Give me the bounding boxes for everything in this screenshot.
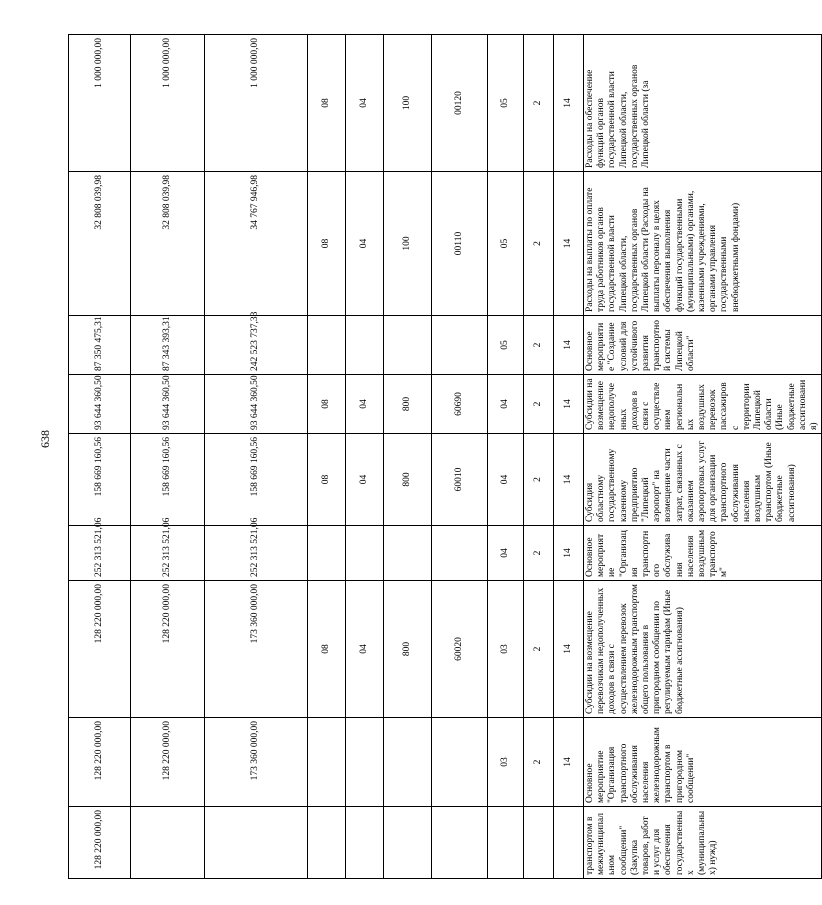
- cell-desc: Основное мероприятие "Организация транспортного обслуживания населения воздушным транспортом": [584, 526, 822, 581]
- cell-desc: Субсидии на возмещение недополученных доходов в связи с осуществлением региональных воздушных перевозок пассажиров с территории Липецкой области (Иные бюджетные ассигнования): [584, 375, 822, 434]
- cell-v2: 32 808 039,98: [131, 172, 205, 316]
- cell-v2: [131, 807, 205, 879]
- cell-c6: [346, 316, 384, 375]
- cell-desc: Основное мероприятие "Организация транспортного обслуживания населения железнодорожным транспортом в пригородном сообщении": [584, 718, 822, 807]
- row-v1: [205, 35, 308, 879]
- cell-v2: 128 220 000,00: [131, 581, 205, 718]
- row-c7: [308, 35, 346, 879]
- cell-c4: [432, 526, 488, 581]
- cell-v2: 87 343 393,31: [131, 316, 205, 375]
- cell-c1: 14: [554, 172, 584, 316]
- cell-c3: 04: [488, 375, 524, 434]
- cell-c7: 08: [308, 581, 346, 718]
- row-c4: [432, 35, 488, 879]
- cell-v2: 158 669 160,56: [131, 434, 205, 526]
- cell-v1: 252 313 521,06: [205, 526, 308, 581]
- cell-v1: [205, 807, 308, 879]
- cell-c2: 2: [524, 718, 554, 807]
- row-c1: [554, 35, 584, 879]
- cell-desc: Расходы на обеспечение функций органов государственной власти Липецкой области, государственных органов Липецкой области (за: [584, 35, 822, 172]
- cell-c3: 04: [488, 434, 524, 526]
- cell-c5: [384, 316, 432, 375]
- cell-desc: Субсидии на возмещение перевозчикам недополученных доходов в связи с осуществлением перевозок железнодорожным транспортом общего пользования в пригородном сообщении по регулируемым тарифам (Иные бюджетные ассигнования): [584, 581, 822, 718]
- cell-c1: 14: [554, 35, 584, 172]
- cell-c2: 2: [524, 316, 554, 375]
- cell-c5: [384, 807, 432, 879]
- budget-table-rotated: [68, 35, 820, 879]
- cell-c1: 14: [554, 718, 584, 807]
- cell-v2: 1 000 000,00: [131, 35, 205, 172]
- cell-desc: Субсидия областному государственному казенному предприятию "Липецкий аэропорт" на возмещение части затрат, связанных с оказанием аэропортовых услуг для организации транспортного обслуживания населения воздушным транспортом (Иные бюджетные ассигнования): [584, 434, 822, 526]
- cell-c3: 05: [488, 35, 524, 172]
- cell-v2: 252 313 521,06: [131, 526, 205, 581]
- cell-c6: 04: [346, 172, 384, 316]
- row-v3: [69, 35, 131, 879]
- cell-c2: 2: [524, 375, 554, 434]
- cell-c6: [346, 807, 384, 879]
- cell-c5: 100: [384, 35, 432, 172]
- cell-v3: 252 313 521,06: [69, 526, 131, 581]
- cell-v1: 158 669 160,56: [205, 434, 308, 526]
- cell-c7: 08: [308, 434, 346, 526]
- cell-c5: 800: [384, 375, 432, 434]
- cell-v1: 34 767 946,98: [205, 172, 308, 316]
- cell-c7: 08: [308, 35, 346, 172]
- cell-c1: [554, 807, 584, 879]
- cell-v1: 173 360 000,00: [205, 718, 308, 807]
- cell-v3: 128 220 000,00: [69, 718, 131, 807]
- cell-c6: 04: [346, 581, 384, 718]
- cell-v1: 242 523 737,33: [205, 316, 308, 375]
- row-c6: [346, 35, 384, 879]
- cell-c6: 04: [346, 35, 384, 172]
- row-desc: [584, 35, 822, 879]
- cell-c4: 00110: [432, 172, 488, 316]
- cell-c5: 800: [384, 434, 432, 526]
- cell-desc: транспортом в межмуниципальном сообщении" (Закупка товаров, работ и услуг для обеспечения государственных (муниципальных) нужд): [584, 807, 822, 879]
- cell-c4: [432, 316, 488, 375]
- row-v2: [131, 35, 205, 879]
- cell-c5: [384, 718, 432, 807]
- cell-c7: [308, 526, 346, 581]
- cell-c3: 03: [488, 581, 524, 718]
- cell-c4: [432, 807, 488, 879]
- cell-c7: [308, 316, 346, 375]
- cell-c2: 2: [524, 526, 554, 581]
- cell-c3: [488, 807, 524, 879]
- cell-c1: 14: [554, 526, 584, 581]
- cell-c1: 14: [554, 434, 584, 526]
- cell-c7: [308, 718, 346, 807]
- cell-desc: Расходы на выплаты по оплате труда работников органов государственной власти Липецкой области, государственных органов Липецкой области (Расходы на выплаты персоналу в целях обеспечения выполнения функций государственными (муниципальными) органами, казенными учреждениями, органами управления государственными внебюджетными фондами): [584, 172, 822, 316]
- row-c5: [384, 35, 432, 879]
- cell-c2: 2: [524, 581, 554, 718]
- cell-c4: 60010: [432, 434, 488, 526]
- cell-v3: 128 220 000,00: [69, 581, 131, 718]
- cell-v3: 93 644 360,50: [69, 375, 131, 434]
- cell-c2: 2: [524, 35, 554, 172]
- cell-v3: 1 000 000,00: [69, 35, 131, 172]
- cell-c2: 2: [524, 434, 554, 526]
- cell-c6: 04: [346, 434, 384, 526]
- cell-v3: 87 350 475,31: [69, 316, 131, 375]
- cell-c3: 05: [488, 316, 524, 375]
- cell-c3: 05: [488, 172, 524, 316]
- budget-table: [68, 34, 822, 879]
- cell-c6: [346, 718, 384, 807]
- cell-c2: [524, 807, 554, 879]
- cell-c3: 03: [488, 718, 524, 807]
- cell-c4: [432, 718, 488, 807]
- cell-c1: 14: [554, 316, 584, 375]
- cell-c4: 60020: [432, 581, 488, 718]
- cell-c7: 08: [308, 172, 346, 316]
- cell-c1: 14: [554, 581, 584, 718]
- page-number: 638: [38, 430, 52, 448]
- cell-c6: 04: [346, 375, 384, 434]
- cell-c4: 60690: [432, 375, 488, 434]
- cell-v1: 173 360 000,00: [205, 581, 308, 718]
- cell-c7: [308, 807, 346, 879]
- cell-v3: 158 669 160,56: [69, 434, 131, 526]
- cell-v3: 128 220 000,00: [69, 807, 131, 879]
- cell-c1: 14: [554, 375, 584, 434]
- cell-c4: 00120: [432, 35, 488, 172]
- cell-c3: 04: [488, 526, 524, 581]
- cell-v1: 1 000 000,00: [205, 35, 308, 172]
- cell-v2: 93 644 360,50: [131, 375, 205, 434]
- cell-v3: 32 808 039,98: [69, 172, 131, 316]
- cell-c5: 100: [384, 172, 432, 316]
- cell-c6: [346, 526, 384, 581]
- cell-c5: 800: [384, 581, 432, 718]
- cell-desc: Основное мероприятие "Создание условий для устойчивого развития транспортной системы Липецкой области": [584, 316, 822, 375]
- cell-c2: 2: [524, 172, 554, 316]
- row-c2: [524, 35, 554, 879]
- cell-c7: 08: [308, 375, 346, 434]
- cell-v1: 93 644 360,50: [205, 375, 308, 434]
- row-c3: [488, 35, 524, 879]
- cell-c5: [384, 526, 432, 581]
- cell-v2: 128 220 000,00: [131, 718, 205, 807]
